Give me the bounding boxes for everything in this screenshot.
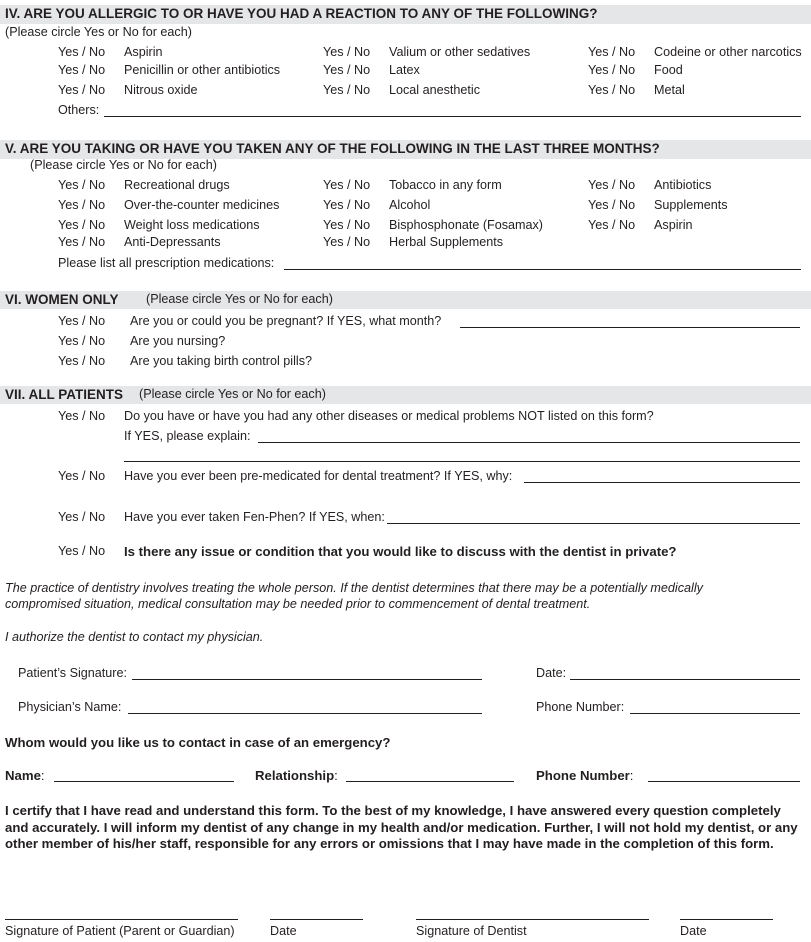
yes-no-option[interactable]: Yes / No [58,198,106,212]
yes-no-option[interactable]: Yes / No [323,235,371,249]
nursing-question: Are you nursing? [130,334,226,348]
yes-no-option[interactable]: Yes / No [588,45,636,59]
certify-statement: I certify that I have read and understand this form. To the best of my knowledge, I have answered every question completely and accurately. I will inform my dentist of any change in my health and/or medication. Further, I will not hold my dentist, or any other member of his/her staff, responsible for any errors or omissions that I may have made in the completion of this form. [5,803,798,852]
section-vi-instructions: (Please circle Yes or No for each) [146,292,333,306]
yes-no-option[interactable]: Yes / No [58,469,106,483]
medication-item: Tobacco in any form [389,178,502,192]
date-label: Date: [536,666,567,680]
yes-no-option[interactable]: Yes / No [58,334,106,348]
yes-no-option[interactable]: Yes / No [323,63,371,77]
allergy-item: Valium or other sedatives [389,45,531,59]
yes-no-option[interactable]: Yes / No [58,314,106,328]
section-vi-title: VI. WOMEN ONLY [5,292,119,307]
yes-no-option[interactable]: Yes / No [323,83,371,97]
yes-no-option[interactable]: Yes / No [58,235,106,249]
emergency-relationship-field[interactable] [346,781,514,782]
yes-no-option[interactable]: Yes / No [588,178,636,192]
authorize-statement: I authorize the dentist to contact my physician. [5,630,264,644]
allergy-item: Metal [654,83,685,97]
physician-name-field[interactable] [128,713,482,714]
emergency-phone-label: Phone Number: [536,768,634,783]
explain-field[interactable] [258,442,800,443]
yes-no-option[interactable]: Yes / No [58,354,106,368]
yes-no-option[interactable]: Yes / No [323,178,371,192]
yes-no-option[interactable]: Yes / No [58,63,106,77]
dentist-date-label: Date [680,924,707,938]
section-vii-header [0,386,811,404]
medication-item: Weight loss medications [124,218,260,232]
fen-phen-field[interactable] [387,523,800,524]
emergency-relationship-label: Relationship: [255,768,338,783]
pre-medicated-field[interactable] [524,482,800,483]
allergy-item: Codeine or other narcotics [654,45,802,59]
yes-no-option[interactable]: Yes / No [58,218,106,232]
prescriptions-label: Please list all prescription medications: [58,256,275,270]
phone-number-field[interactable] [630,713,800,714]
yes-no-option[interactable]: Yes / No [58,409,106,423]
patient-signature-field[interactable] [132,679,482,680]
yes-no-option[interactable]: Yes / No [323,218,371,232]
section-vii-title: VII. ALL PATIENTS [5,387,124,402]
medication-item: Alcohol [389,198,431,212]
yes-no-option[interactable]: Yes / No [58,83,106,97]
phone-number-label: Phone Number: [536,700,625,714]
patient-final-date-label: Date [270,924,297,938]
yes-no-option[interactable]: Yes / No [323,45,371,59]
medication-item: Herbal Supplements [389,235,504,249]
medication-item: Aspirin [654,218,693,232]
fen-phen-question: Have you ever taken Fen-Phen? If YES, when: [124,510,385,524]
other-diseases-question: Do you have or have you had any other diseases or medical problems NOT listed on this form? [124,409,654,423]
dentist-signature-label: Signature of Dentist [416,924,527,938]
section-iv-header [0,5,811,24]
yes-no-option[interactable]: Yes / No [58,544,106,558]
medication-item: Antibiotics [654,178,712,192]
section-iv-title: IV. ARE YOU ALLERGIC TO OR HAVE YOU HAD A REACTION TO ANY OF THE FOLLOWING? [5,6,598,21]
physician-name-label: Physician’s Name: [18,700,122,714]
patient-signature-label: Patient’s Signature: [18,666,127,680]
allergy-item: Latex [389,63,420,77]
emergency-name-field[interactable] [54,781,234,782]
pre-medicated-question: Have you ever been pre-medicated for dental treatment? If YES, why: [124,469,513,483]
yes-no-option[interactable]: Yes / No [588,83,636,97]
section-v-title: V. ARE YOU TAKING OR HAVE YOU TAKEN ANY OF THE FOLLOWING IN THE LAST THREE MONTHS? [5,141,660,156]
section-iv-instructions: (Please circle Yes or No for each) [5,25,192,39]
explain-field-2[interactable] [124,461,800,462]
section-vii-instructions: (Please circle Yes or No for each) [139,387,326,401]
emergency-phone-field[interactable] [648,781,800,782]
allergy-item: Nitrous oxide [124,83,198,97]
others-label: Others: [58,103,100,117]
emergency-question: Whom would you like us to contact in case of an emergency? [5,735,391,750]
yes-no-option[interactable]: Yes / No [58,45,106,59]
allergy-item: Penicillin or other antibiotics [124,63,281,77]
yes-no-option[interactable]: Yes / No [588,63,636,77]
yes-no-option[interactable]: Yes / No [58,510,106,524]
yes-no-option[interactable]: Yes / No [323,198,371,212]
pregnant-question: Are you or could you be pregnant? If YES, what month? [130,314,442,328]
medication-item: Bisphosphonate (Fosamax) [389,218,544,232]
dentist-date-field[interactable] [680,919,773,920]
medication-item: Supplements [654,198,728,212]
yes-no-option[interactable]: Yes / No [588,198,636,212]
medication-item: Over-the-counter medicines [124,198,280,212]
section-vi-header [0,291,811,309]
medication-item: Anti-Depressants [124,235,221,249]
section-v-instructions: (Please circle Yes or No for each) [30,158,217,172]
medication-item: Recreational drugs [124,178,230,192]
explain-label: If YES, please explain: [124,429,251,443]
section-v-header [0,140,811,159]
allergy-item: Local anesthetic [389,83,481,97]
pregnant-month-field[interactable] [460,327,800,328]
date-field[interactable] [570,679,800,680]
birth-control-question: Are you taking birth control pills? [130,354,313,368]
yes-no-option[interactable]: Yes / No [588,218,636,232]
patient-final-date-field[interactable] [270,919,363,920]
practice-note: The practice of dentistry involves treating the whole person. If the dentist determines that there may be a potentially medically compromised situation, medical consultation may be needed prior to commencement of dental treatment. [5,581,703,611]
patient-final-signature-field[interactable] [5,919,238,920]
allergy-item: Aspirin [124,45,163,59]
prescriptions-field[interactable] [284,269,801,270]
private-discussion-question: Is there any issue or condition that you would like to discuss with the dentist in private? [124,544,677,559]
allergy-item: Food [654,63,683,77]
yes-no-option[interactable]: Yes / No [58,178,106,192]
others-field[interactable] [104,116,801,117]
patient-final-signature-label: Signature of Patient (Parent or Guardian) [5,924,235,938]
emergency-name-label: Name: [5,768,45,783]
dentist-signature-field[interactable] [416,919,649,920]
